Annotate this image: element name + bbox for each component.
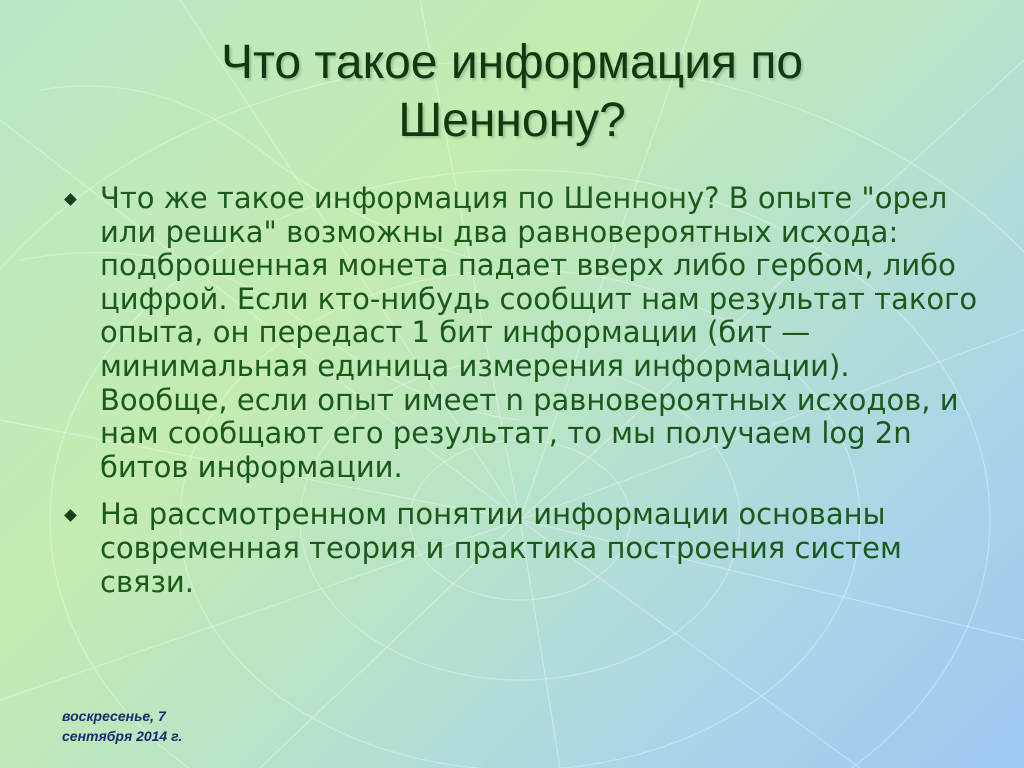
slide-title — [60, 34, 964, 150]
footer-date-line2: сентября 2014 г. — [62, 728, 183, 744]
diamond-bullet-icon — [64, 193, 77, 206]
bullet-text: Что же такое информация по Шеннону? В опыте "орел или решка" возможны два равновероятных исхода: подброшенная монета падает вверх либо гербом, либо цифрой. Если кто-нибудь сообщит нам результат такого опыта, он передаст 1 бит информации (бит — минимальная единица измерения информации). Вообще, если опыт имеет n равновероятных исходов, и нам сообщают его результат, то мы получаем log 2n битов информации. — [100, 181, 978, 484]
bullet-item — [58, 498, 978, 599]
diamond-bullet-icon — [64, 509, 77, 522]
footer-date — [62, 706, 262, 746]
bullet-text: На рассмотренном понятии информации основаны современная теория и практика построения систем связи. — [100, 497, 902, 599]
slide-title-line1: Что такое информация по — [220, 36, 804, 89]
slide-title-line2: Шеннону? — [398, 94, 626, 147]
bullet-list — [58, 182, 978, 613]
bullet-item — [58, 182, 978, 484]
footer-date-line1: воскресенье, 7 — [62, 708, 166, 724]
